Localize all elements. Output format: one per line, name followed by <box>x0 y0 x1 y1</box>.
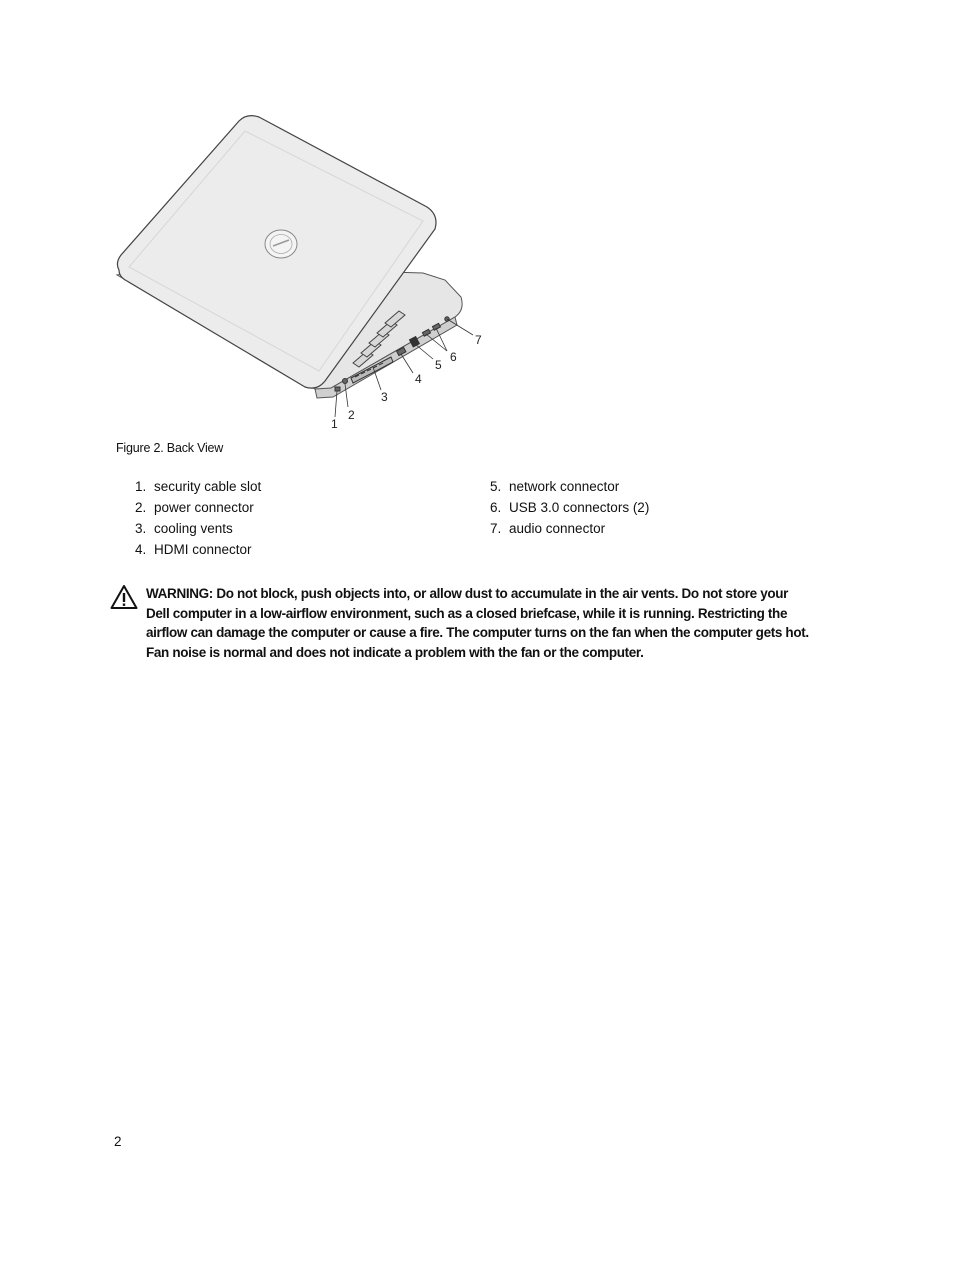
figure-caption: Figure 2. Back View <box>116 441 224 455</box>
legend-item-number: 6. <box>490 500 502 515</box>
warning-text: WARNING: Do not block, push objects into, or allow dust to accumulate in the air vents. Do not store your Dell computer in a low-airflow environment, such as a closed briefcase, while it is running. Restricting the airflow can damage the computer or cause a fire. The computer turns on the fan when the computer gets hot. Fan noise is normal and does not indicate a problem with the fan or the computer. <box>146 586 809 660</box>
legend-list-right <box>490 476 649 539</box>
legend-item-number: 2. <box>135 500 147 515</box>
legend-list-left <box>135 476 261 560</box>
legend-item <box>135 518 261 539</box>
callout-1: 1 <box>331 417 338 431</box>
legend-item-number: 7. <box>490 521 502 536</box>
legend-item <box>490 497 649 518</box>
callout-2: 2 <box>348 408 355 422</box>
legend-item-label: cooling vents <box>154 521 233 536</box>
legend-item <box>490 518 649 539</box>
legend-item <box>135 497 261 518</box>
callout-6: 6 <box>450 350 457 364</box>
callout-7: 7 <box>475 333 482 347</box>
legend-item <box>135 476 261 497</box>
legend-item-label: network connector <box>509 479 620 494</box>
legend-item-number: 3. <box>135 521 147 536</box>
legend-item-label: USB 3.0 connectors (2) <box>509 500 650 515</box>
dell-logo-icon <box>265 230 297 258</box>
laptop-back-view-figure <box>105 105 495 435</box>
legend-item-label: audio connector <box>509 521 606 536</box>
warning-triangle-icon <box>110 584 138 610</box>
legend-item-number: 4. <box>135 542 147 557</box>
legend-item-label: security cable slot <box>154 479 262 494</box>
legend-item-label: power connector <box>154 500 254 515</box>
page-number: 2 <box>114 1134 122 1149</box>
legend-item-label: HDMI connector <box>154 542 252 557</box>
legend-item-number: 5. <box>490 479 502 494</box>
callout-4: 4 <box>415 372 422 386</box>
legend-item <box>490 476 649 497</box>
legend-item-number: 1. <box>135 479 147 494</box>
legend-item <box>135 539 261 560</box>
callout-3: 3 <box>381 390 388 404</box>
laptop-illustration <box>105 105 495 435</box>
callout-5: 5 <box>435 358 442 372</box>
